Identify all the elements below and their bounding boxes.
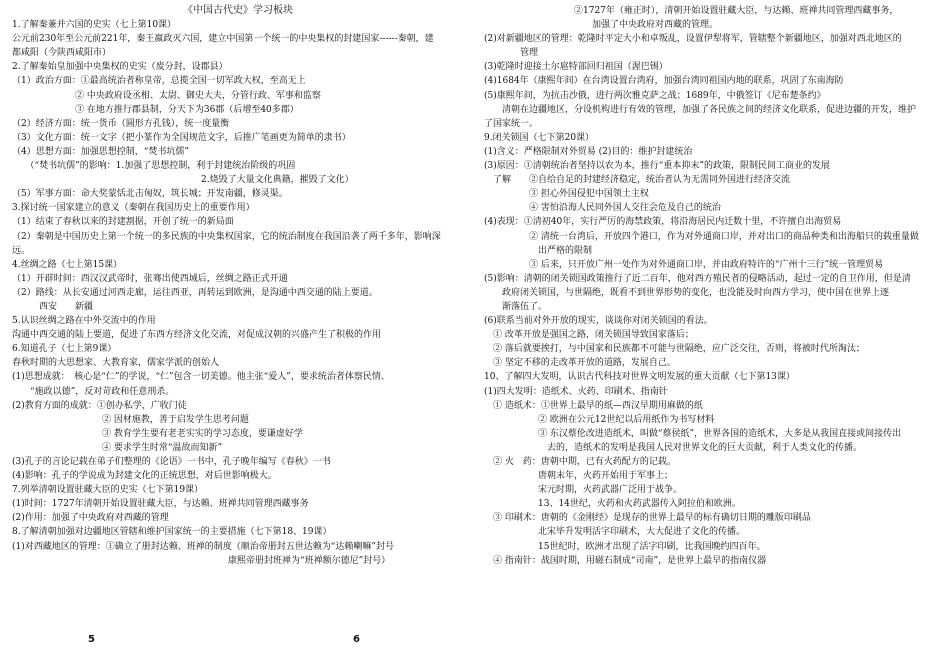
left-column xyxy=(12,4,464,568)
text-line: (2)作用：加强了中央政府对西藏的管理 xyxy=(12,513,169,524)
text-line: ④ 要求学生时常“温故而知新” xyxy=(12,442,223,453)
text-line: 5.认识丝绸之路在中外交流中的作用 xyxy=(12,316,156,327)
text-line: 宋元时期，火药武器广泛用于战争。 xyxy=(484,485,683,496)
text-line: 政府闭关锁国，与世隔绝，既看不到世界形势的变化，也没能及时向西方学习，使中国在世界上逐 xyxy=(484,287,890,298)
text-line: 去的，造纸术的发明是我国人民对世界文化的巨大贡献，利于人类文化的传播。 xyxy=(484,442,863,453)
text-line: 都咸阳（今陕西咸阳市） xyxy=(12,48,112,59)
text-line: ③ 在地方推行郡县制，分天下为36郡（后增至40多郡） xyxy=(12,104,299,115)
text-line: 管理 xyxy=(484,48,539,59)
text-line: 公元前230年至公元前221年，秦王嬴政灭六国，建立中国第一个统一的中央集权的封建国家------秦朝，建 xyxy=(12,34,434,45)
text-line: (1)思想成就： 核心是“仁”的学说，“仁”包含一切美德。他主张“爱人”，要求统治者体察民情、 xyxy=(12,372,390,383)
text-line: ③ 后来，只开放广州一处作为对外通商口岸，并由政府特许的“广州十三行”统一管理贸易 xyxy=(484,259,884,270)
text-line: 西安 新疆 xyxy=(12,301,94,312)
text-line: ③ 坚定不移的走改革开放的道路，发展自己。 xyxy=(484,358,676,369)
text-line: 了解 ②自给自足的封建经济稳定，统治者认为无需同外国进行经济交流 xyxy=(484,175,791,186)
text-line: ② 火 药：唐朝中期，已有火药配方的记载。 xyxy=(484,457,676,467)
text-line: (6)联系当前对外开放的现实，谈谈你对闭关锁国的看法。 xyxy=(484,316,713,327)
text-line: 6.知道孔子（七上第9课） xyxy=(12,344,117,355)
text-line: （3）文化方面：统一文字（把小篆作为全国规范文字，后推广笔画更为简单的隶书） xyxy=(12,132,351,143)
text-line: 清朝在边疆地区，分设机构进行有效的管理，加强了各民族之间的经济文化联系，促进边疆的开发，维护 xyxy=(484,104,917,115)
text-line: (3)原因：①清朝统治者坚持以农为本，推行“重本抑末”的政策，限制民间工商业的发展 xyxy=(484,161,830,172)
text-line: ④ 指南针：战国时期，用磁石制成“司南”，是世界上最早的指南仪器 xyxy=(484,555,767,566)
page-number-left: 5 xyxy=(88,634,95,645)
text-line: ② 中央政府设丞相、太尉、御史大夫，分管行政、军事和监察 xyxy=(12,90,321,101)
text-line: 13、14世纪，火药和火药武器传入阿拉伯和欧洲。 xyxy=(484,499,741,510)
text-line: 远。 xyxy=(12,245,31,256)
text-line: 4.丝绸之路（七上第15课） xyxy=(12,259,123,270)
text-line: (3)乾隆时迎接土尔扈特部回归祖国（渥巴锡） xyxy=(484,62,668,73)
text-line: 北宋毕升发明活字印刷术，大大促进了文化的传播。 xyxy=(484,527,746,538)
text-line: 7.列举清朝设置驻藏大臣的史实（七下第19课） xyxy=(12,485,204,496)
text-line: (2)对新疆地区的管理：乾隆时平定大小和卓叛乱，设置伊犁将军，管辖整个新疆地区，加强对西北地区的 xyxy=(484,34,902,45)
text-line: “施政以德”，反对苛政和任意刑杀。 xyxy=(12,386,175,397)
text-line: (1)对西藏地区的管理：①确立了册封达赖、班禅的制度（顺治帝册封五世达赖为“达赖喇嘛”封号 xyxy=(12,541,394,552)
text-line: ③ 教育学生要有老老实实的学习态度，要谦虚好学 xyxy=(12,428,303,439)
text-line: （2）秦朝是中国历史上第一个统一的多民族的中央集权国家，它的统治制度在我国沿袭了两千多年，影响深 xyxy=(12,231,441,242)
text-line: 2.烧毁了大量文化典籍，摧毁了文化） xyxy=(12,175,354,186)
text-line: 3.探讨统一国家建立的意义（秦朝在我国历史上的重要作用） xyxy=(12,203,255,214)
text-line: (5)影响：清朝的闭关锁国政策推行了近二百年，他对西方殖民者的侵略活动，起过一定的自卫作用，但是清 xyxy=(484,273,911,284)
text-line: （2）经济方面：统一货币（圆形方孔钱），统一度量衡 xyxy=(12,118,230,129)
text-line: ③ 担心外国侵犯中国领土主权 xyxy=(484,189,649,200)
text-line: 出严格的限制 xyxy=(484,245,593,256)
text-line: ④ 害怕沿海人民同外国人交往会危及自己的统治 xyxy=(484,203,721,214)
text-line: 加强了中央政府对西藏的管理。 xyxy=(484,20,719,31)
document-title: 《中国古代史》学习板块 xyxy=(183,5,293,16)
text-line: (1)四大发明：造纸术、火药、印刷术、指南针 xyxy=(484,386,668,397)
text-line: 8.了解清朝加强对边疆地区管辖和维护国家统一的主要措施（七下第18、19课） xyxy=(12,527,332,538)
text-line: 唐朝末年，火药开始用于军事上； xyxy=(484,471,674,482)
text-line: ① 造纸术：①世界上最早的纸—西汉早期用麻做的纸 xyxy=(484,400,703,411)
text-line: ③ 东汉蔡伦改进造纸术，叫做“蔡侯纸”，世界各国的造纸术，大多是从我国直接或间接传出 xyxy=(484,428,902,439)
text-line: 渐落伍了。 xyxy=(484,301,548,312)
text-line: （5）军事方面：命大奖蒙恬北击匈奴，筑长城；开发南疆，修灵渠。 xyxy=(12,189,288,200)
text-line: 春秋时期的大思想家、大教育家，儒家学派的创始人 xyxy=(12,358,220,369)
text-line: 2.了解秦始皇加强中央集权的史实（废分封，设郡县） xyxy=(12,62,228,73)
text-line: (5)康熙年间，为抗击沙俄，进行两次雅克萨之战；1689年，中俄签订《尼布楚条约》 xyxy=(484,90,826,101)
text-line: ②1727年（雍正时），清朝开始设置驻藏大臣，与达赖、班禅共同管理西藏事务， xyxy=(484,6,899,16)
text-line: (3)孔子的言论记载在弟子们整理的《论语》一书中，孔子晚年编写《春秋》一书 xyxy=(12,457,331,467)
text-line: (1)时间：1727年清朝开始设置驻藏大臣，与达赖、班禅共同管理西藏事务 xyxy=(12,499,309,510)
text-line: 了国家统一。 xyxy=(484,118,539,129)
text-line: （4）思想方面：加强思想控制，“焚书坑儒” xyxy=(12,146,189,157)
text-line: (4)表现：①清初40年，实行严厉的海禁政策，将沿海居民内迁数十里，不许擅自出海贸易 xyxy=(484,217,842,228)
text-line: 10、了解四大发明，认识古代科技对世界文明发展的重大贡献（七下第13课） xyxy=(484,372,795,383)
text-line: （1）开辟时间：西汉汉武帝时，张骞出使西域后，丝绸之路正式开通 xyxy=(12,273,288,284)
text-line: （1）政治方面：①最高统治者称皇帝，总揽全国一切军政大权，至高无上 xyxy=(12,76,306,87)
text-line: (4)1684年（康熙年间）在台湾设置台湾府，加强台湾同祖国内地的联系，巩固了东南海防 xyxy=(484,76,844,87)
text-line: ③ 印刷术：唐朝的《金刚经》是现存的世界上最早的标有确切日期的雕版印刷品 xyxy=(484,513,811,524)
text-line: 15世纪时，欧洲才出现了活字印刷，比我国晚约四百年。 xyxy=(484,541,766,552)
text-line: ② 因材施教，善于启发学生思考问题 xyxy=(12,414,249,425)
text-line: 康熙帝册封班禅为“班禅额尔德尼”封号） xyxy=(12,555,391,566)
text-line: (1)含义：严格限制对外贸易 (2)目的：维护封建统治 xyxy=(484,146,693,157)
text-line: 1.了解秦兼并六国的史实（七上第10课） xyxy=(12,20,177,31)
text-line: (2)教育方面的成就：①创办私学，广收门徒 xyxy=(12,400,187,411)
text-line: （1）结束了春秋以来的封建割据，开创了统一的新局面 xyxy=(12,217,234,228)
text-line: 沟通中西交通的陆上要道，促进了东西方经济文化交流，对促成汉朝的兴盛产生了积极的作用 xyxy=(12,330,382,341)
text-line: ② 落后就要挨打，与中国家和民族都不可能与世隔绝，应广泛交往，否则，将被时代所淘汰； xyxy=(484,344,865,355)
text-line: ② 欧洲在公元12世纪以后用纸作为书写材料 xyxy=(484,414,715,425)
text-line: (4)影响：孔子的学说成为封建文化的正统思想，对后世影响极大。 xyxy=(12,471,277,482)
text-line: ② 清统一台湾后，开放四个港口，作为对外通商口岸，并对出口的商品种类和出海船只的载重量做 xyxy=(484,231,919,242)
right-column xyxy=(484,4,938,568)
page-number-right: 6 xyxy=(353,634,360,645)
text-line: 9.闭关锁国（七下第20课） xyxy=(484,132,595,143)
text-line: ① 改革开放是强国之路，闭关锁国导致国家落后； xyxy=(484,330,694,341)
text-line: （2）路线：从长安通过河西走廊，运往西亚，再转运到欧洲，是沟通中西交通的陆上要道。 xyxy=(12,287,378,298)
text-line: （“焚书坑儒”的影响：1.加强了思想控制，利于封建统治阶级的巩固 xyxy=(12,161,296,172)
